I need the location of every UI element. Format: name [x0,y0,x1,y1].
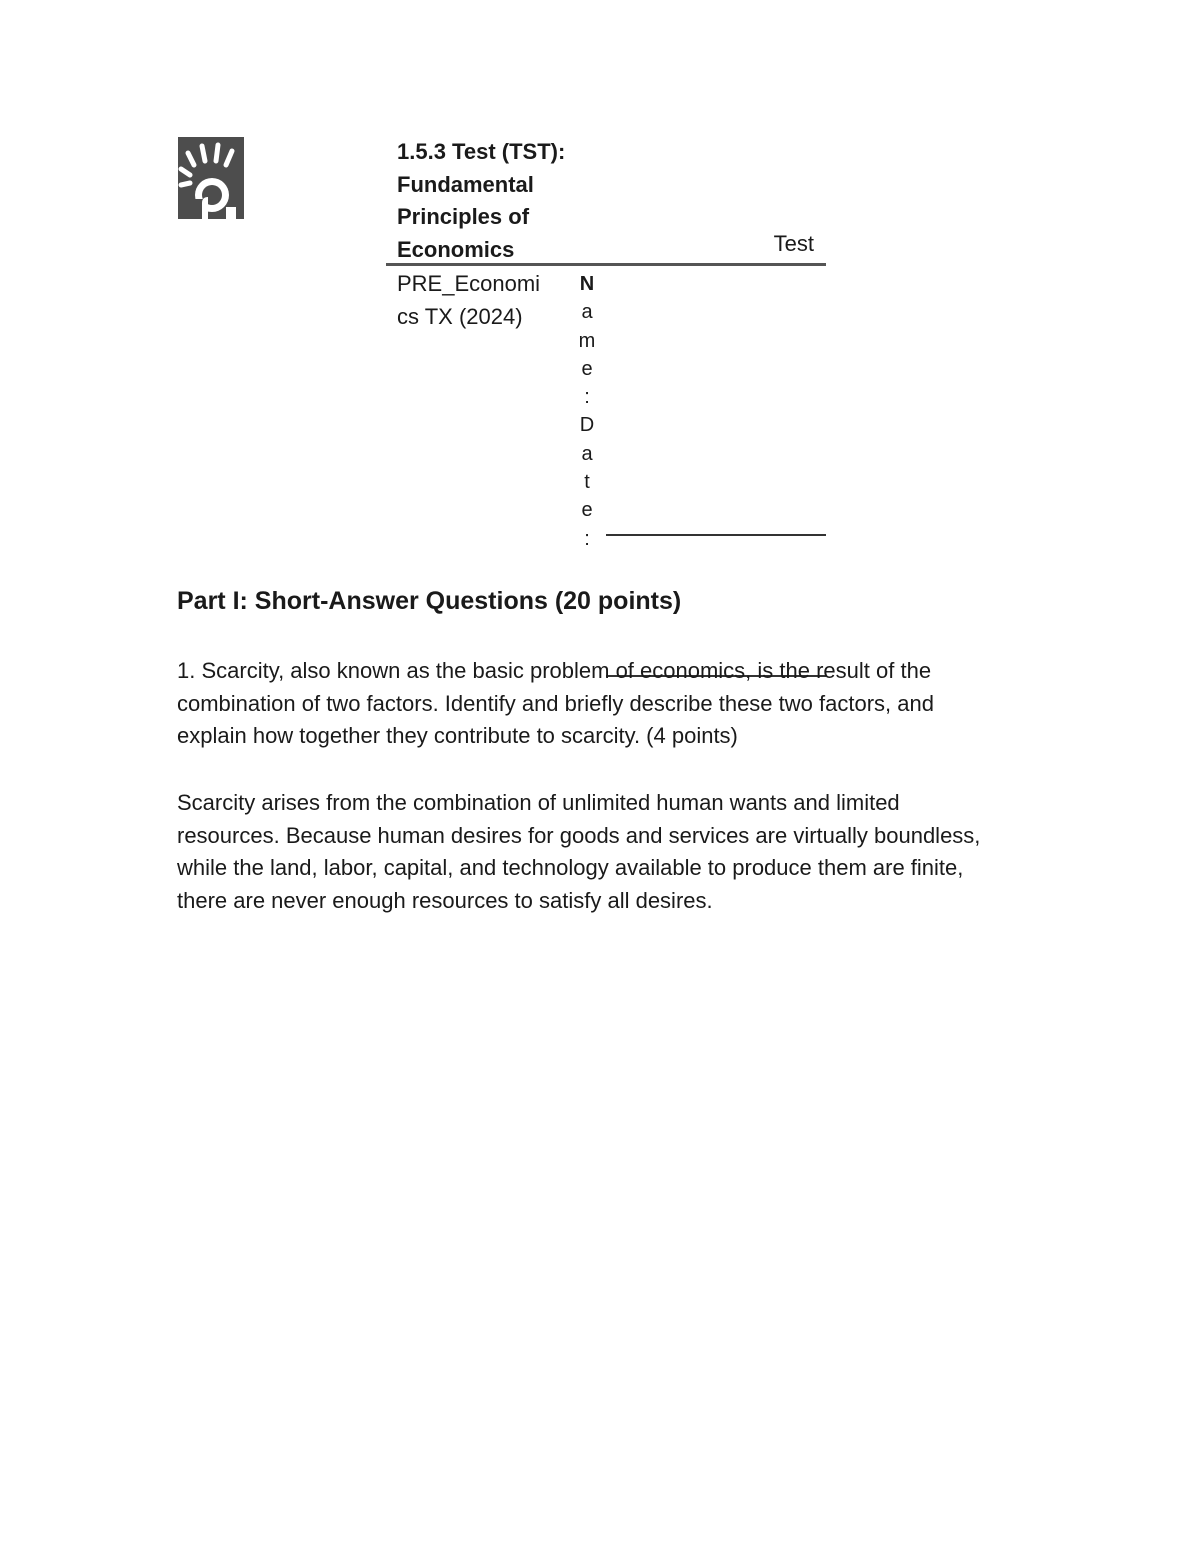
answer-line: while the land, labor, capital, and technology available to produce them are finite, [177,855,964,881]
name-label-char: a [581,301,593,324]
answer-1-text [177,787,1057,918]
assessment-type-label: Test [773,231,814,256]
date-label-char: : [584,527,590,550]
header-title-row [386,136,826,266]
name-blank-line[interactable] [606,534,826,536]
test-title-line: 1.5.3 Test (TST): [397,139,566,164]
name-label-char: e [581,357,593,380]
name-date-labels [576,270,598,553]
course-name [397,268,557,333]
section-heading: Part I: Short-Answer Questions (20 points) [177,587,682,615]
test-header-table [386,136,826,556]
course-name-line: cs TX (2024) [397,303,523,329]
publisher-logo [178,137,244,219]
sun-hand-icon [178,137,244,219]
test-title [397,136,577,266]
course-name-line: PRE_Economi [397,271,541,296]
answer-line: there are never enough resources to satisfy all desires. [177,888,713,914]
name-label-char: m [578,329,596,352]
question-line: combination of two factors. Identify and briefly describe these two factors, and [177,690,934,716]
test-title-line: Principles of [397,204,530,229]
question-1-text [177,655,1057,753]
name-label-char: N [579,273,595,295]
test-title-line: Fundamental [397,171,534,197]
date-label-char: e [581,499,593,522]
date-label-char: t [584,471,590,494]
name-label-char: : [584,386,590,409]
answer-line: resources. Because human desires for goods and services are virtually boundless, [177,822,981,848]
answer-line: Scarcity arises from the combination of unlimited human wants and limited [177,790,900,815]
question-line: explain how together they contribute to scarcity. (4 points) [177,723,738,749]
question-line: 1. Scarcity, also known as the basic problem of economics, is the result of the [177,658,932,683]
date-label-char: D [579,414,595,437]
date-label-char: a [581,442,593,465]
test-title-line: Economics [397,236,515,262]
header-info-row [386,266,826,556]
